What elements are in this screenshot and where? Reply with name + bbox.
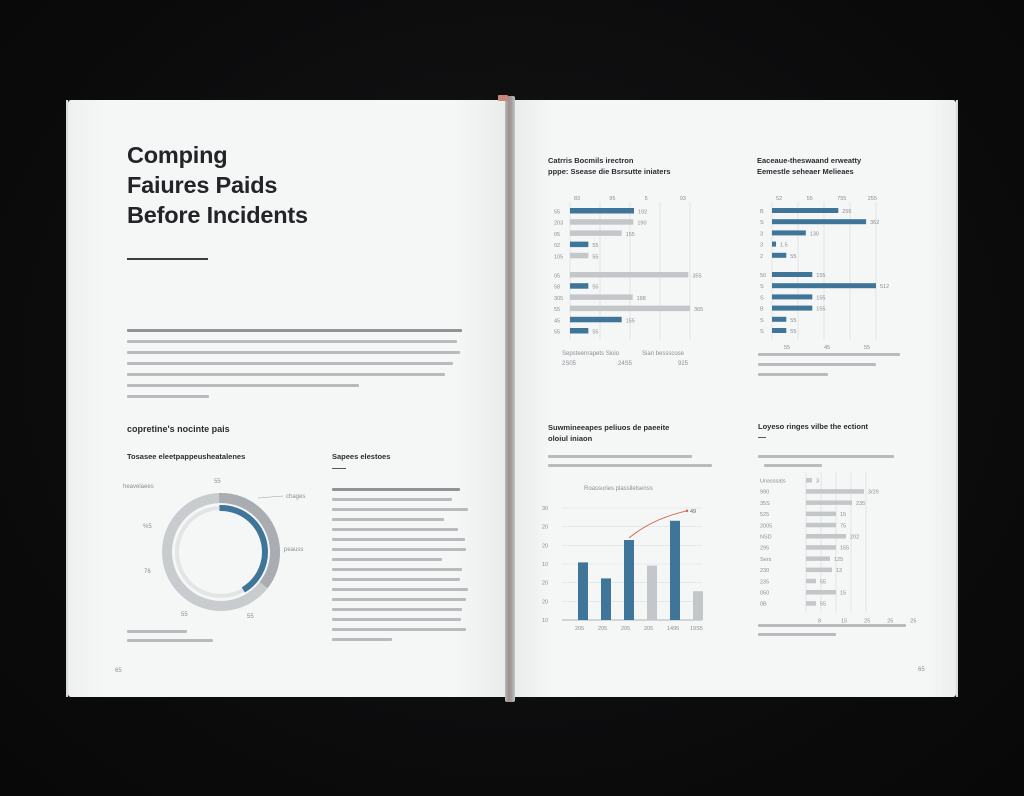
- row-label: S: [760, 317, 764, 324]
- chart-tl-footer-1: Sepsteenrapets Sioio: [562, 351, 620, 357]
- chart-tr-title: [757, 155, 861, 177]
- y-tick-label: 20: [542, 524, 549, 531]
- text-column-subhead: Sapees elestoes: [332, 452, 391, 461]
- chart-bl-title: Roassuries plasslielsenss: [584, 486, 653, 492]
- row-label: 2005: [760, 523, 773, 530]
- left-page: [68, 100, 510, 697]
- bar: [570, 283, 588, 289]
- bar: [806, 500, 852, 505]
- row-label: 58: [554, 284, 561, 291]
- bar: [693, 591, 703, 620]
- chart-tr: [756, 190, 926, 352]
- bar: [806, 512, 836, 516]
- axis-tick-label: 52: [776, 196, 783, 202]
- value-label: 55: [592, 254, 599, 261]
- row-label: 05: [554, 231, 561, 238]
- value-label: 130: [809, 231, 819, 238]
- row-label: 525: [760, 512, 770, 519]
- value-label: 255: [842, 209, 852, 215]
- bar: [806, 534, 846, 539]
- donut-tick-bottom-left: 55: [181, 612, 188, 618]
- row-label: 45: [554, 318, 561, 325]
- x-tick-label: 205: [644, 626, 654, 632]
- donut-chart: [118, 472, 318, 632]
- donut-tick-lower-left: 76: [144, 569, 151, 575]
- row-label: 05: [554, 273, 561, 280]
- value-label: 55: [592, 243, 599, 250]
- value-label: 155: [840, 545, 850, 552]
- y-tick-label: 10: [542, 562, 549, 568]
- value-label: 155: [816, 306, 826, 313]
- x-tick-label: 19S5: [690, 626, 703, 632]
- value-label: 512: [880, 284, 890, 291]
- bar: [772, 272, 812, 277]
- bar: [772, 294, 812, 299]
- value-label: 365: [694, 307, 704, 314]
- title-line-3: Before Incidents: [127, 202, 308, 228]
- chart-br-rule: [758, 437, 766, 438]
- x-tick-label: 15: [841, 618, 848, 625]
- value-label: 55: [790, 329, 797, 335]
- bar: [570, 242, 588, 248]
- chart-tl-footer-3: 24S5: [618, 361, 633, 367]
- chart-tl-footer-2: 2S05: [562, 361, 577, 367]
- bar: [570, 306, 690, 312]
- value-label: 55: [820, 601, 827, 608]
- chart-tl-footer-5: 925: [678, 361, 689, 367]
- x-tick-label: 25: [864, 618, 871, 625]
- x-tick-label: 205: [575, 626, 585, 632]
- donut-tick-left: %5: [143, 524, 152, 530]
- chart-tl-footer-4: Sian bessscose: [642, 351, 685, 357]
- bar: [772, 242, 776, 247]
- bar: [806, 523, 836, 528]
- bar: [570, 317, 622, 323]
- row-label: NSD: [760, 534, 772, 541]
- bar: [570, 230, 622, 236]
- left-page-number: 65: [115, 668, 122, 674]
- row-label: 3: [760, 231, 764, 238]
- value-label: 55: [592, 284, 599, 291]
- chart-tr-title-line-1: Eaceaue-theswaand erweatty: [757, 156, 862, 165]
- spine-bookmark: [498, 95, 508, 101]
- value-label: 15: [840, 512, 847, 519]
- bar: [806, 590, 836, 595]
- chart-br: [756, 470, 926, 625]
- x-tick-label: 25: [910, 618, 917, 625]
- bar: [806, 568, 832, 573]
- bar: [772, 328, 786, 333]
- value-label: 1.5: [780, 242, 788, 249]
- row-label: S: [760, 284, 764, 291]
- bar: [570, 208, 634, 214]
- value-label: 155: [625, 231, 635, 238]
- value-label: 55: [790, 253, 797, 260]
- bar: [670, 521, 680, 620]
- bar: [772, 253, 786, 258]
- bar: [772, 317, 786, 322]
- donut-callout-line: [258, 496, 283, 498]
- text-column-rule: [332, 468, 346, 469]
- axis-tick-label: 95: [609, 196, 616, 202]
- value-label: 155: [625, 318, 635, 325]
- bar: [772, 219, 866, 224]
- section-heading: copretine's nocinte pais: [127, 424, 230, 434]
- axis-tick-label: 255: [867, 196, 877, 202]
- x-tick-label: 25: [887, 618, 894, 625]
- right-page: [510, 100, 956, 697]
- row-label: B: [760, 209, 764, 215]
- trend-end-label: 49: [690, 508, 697, 515]
- axis-tick-label: 93: [679, 196, 687, 202]
- x-tick-label: 205: [598, 626, 608, 632]
- chart-tl: [548, 190, 738, 340]
- page-title: [127, 140, 308, 230]
- axis-tick-label: 5: [644, 196, 648, 202]
- right-page-number: 65: [918, 667, 925, 673]
- axis-tick-label: 755: [837, 196, 847, 202]
- bar: [570, 219, 633, 225]
- chart-bl-heading: [548, 422, 669, 444]
- x-tick-label: 8: [818, 618, 822, 625]
- bar: [570, 253, 588, 258]
- bar: [806, 579, 816, 584]
- value-label: 15: [840, 590, 847, 597]
- bar: [578, 562, 588, 620]
- row-label: 305: [554, 295, 564, 302]
- value-label: 188: [636, 295, 646, 302]
- bar: [772, 283, 876, 288]
- row-label: 55: [554, 209, 561, 216]
- donut-tick-top: 55: [214, 479, 221, 485]
- row-label: 203: [554, 220, 564, 227]
- donut-right-label: peauss: [284, 547, 304, 553]
- chart-br-heading: Loyeso ringes vilbe the ectiont: [758, 422, 869, 431]
- row-label: 55: [554, 329, 561, 336]
- y-tick-label: 10: [542, 618, 549, 624]
- page-edge-right: [956, 100, 958, 697]
- bar: [570, 294, 633, 300]
- row-label: 235: [760, 579, 770, 586]
- bar: [601, 578, 611, 620]
- value-label: 362: [870, 220, 880, 227]
- row-label: Unasssats: [760, 478, 786, 485]
- row-label: 02: [554, 243, 561, 250]
- row-label: 3: [760, 242, 764, 249]
- row-label: 35S: [760, 500, 770, 507]
- value-label: 155: [816, 295, 826, 302]
- book-spine: [505, 96, 515, 702]
- y-tick-label: 20: [542, 599, 549, 606]
- title-line-1: Comping: [127, 142, 228, 168]
- bar: [806, 545, 836, 550]
- title-underline: [127, 258, 208, 260]
- chart-tl-title: [548, 155, 671, 177]
- row-label: B: [760, 306, 764, 313]
- bar: [772, 306, 812, 311]
- value-label: 55: [592, 329, 599, 336]
- bar: [624, 540, 634, 620]
- bar: [647, 566, 657, 620]
- row-label: S: [760, 329, 764, 335]
- x-tick-label: 45: [824, 345, 831, 352]
- value-label: 192: [638, 209, 648, 216]
- row-label: 230: [760, 568, 770, 575]
- bar: [806, 601, 816, 606]
- chart-bl-heading-line-2: oloiul iniaon: [548, 434, 593, 443]
- value-label: 13: [836, 568, 843, 575]
- donut-corner-label: heavelaees: [123, 484, 154, 490]
- bar: [806, 478, 812, 483]
- value-label: 3: [816, 478, 820, 485]
- donut-tick-bottom-right: 55: [247, 614, 254, 620]
- value-label: 190: [637, 220, 647, 227]
- value-label: 235: [856, 500, 866, 507]
- row-label: S: [760, 220, 764, 227]
- chart-tr-title-line-2: Eemestle seheaer Melieaes: [757, 167, 854, 176]
- value-label: 202: [850, 534, 860, 541]
- row-label: 0B: [760, 601, 767, 608]
- donut-callout-label: chages: [286, 494, 306, 500]
- value-label: 55: [820, 579, 827, 586]
- value-label: 125: [834, 556, 844, 563]
- value-label: 3/29: [868, 489, 879, 496]
- chart-bl: [540, 492, 710, 642]
- bar: [570, 272, 688, 278]
- row-label: 55: [554, 307, 561, 314]
- row-label: Sers: [760, 556, 772, 563]
- bar: [570, 328, 588, 334]
- bar: [806, 556, 830, 561]
- row-label: 2: [760, 253, 764, 260]
- value-label: 155: [816, 273, 826, 279]
- y-tick-label: 20: [542, 580, 549, 587]
- row-label: 105: [554, 254, 564, 261]
- chart-tl-title-line-1: Catrris Bocmils irectron: [548, 156, 634, 165]
- value-label: 75: [840, 523, 847, 530]
- y-tick-label: 30: [542, 506, 549, 512]
- value-label: 55: [790, 317, 797, 324]
- trend-end-point: [686, 510, 689, 513]
- donut-subhead: Tosasee eleetpappeusheatalenes: [127, 452, 246, 461]
- chart-bl-heading-line-1: Suwmineeapes peliuos de paeeite: [548, 423, 670, 432]
- x-tick-label: 55: [784, 345, 791, 352]
- bar: [806, 489, 864, 494]
- x-tick-label: 1495: [667, 626, 680, 632]
- x-tick-label: 55: [864, 345, 871, 352]
- x-tick-label: 205: [621, 626, 631, 632]
- chart-tl-title-line-2: pppe: Ssease die Bsrsutte iniaters: [548, 167, 671, 176]
- row-label: 990: [760, 489, 770, 496]
- axis-tick-label: 55: [806, 196, 813, 202]
- row-label: 050: [760, 590, 770, 597]
- axis-tick-label: 83: [574, 196, 581, 202]
- row-label: 50: [760, 273, 767, 279]
- row-label: S: [760, 295, 764, 302]
- bar: [772, 230, 806, 235]
- row-label: 295: [760, 545, 770, 552]
- title-line-2: Faiures Paids: [127, 172, 278, 198]
- bar: [772, 208, 838, 213]
- value-label: 355: [692, 273, 702, 280]
- y-tick-label: 20: [542, 543, 549, 550]
